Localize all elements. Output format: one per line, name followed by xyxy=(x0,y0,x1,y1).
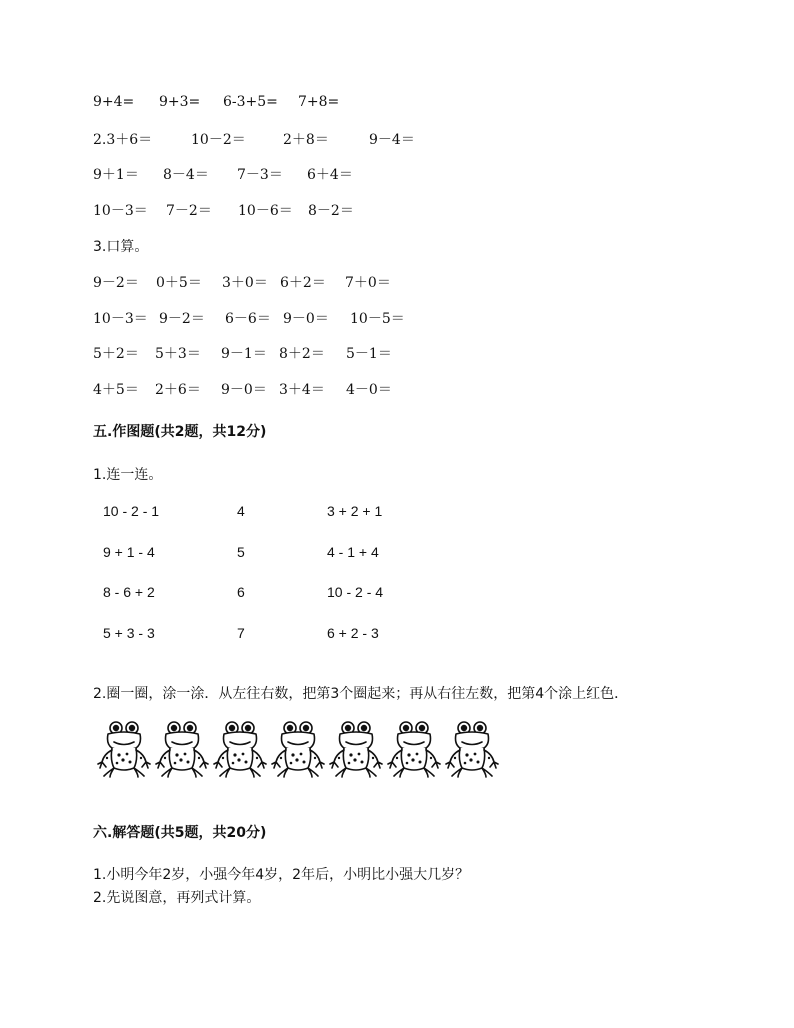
equation: 8－2＝ xyxy=(308,203,354,219)
question-text: 1.小明今年2岁，小强今年4岁，2年后，小明比小强大几岁？ xyxy=(93,867,470,883)
match-right-item: 6 + 2 - 3 xyxy=(327,625,379,641)
equation: 10－5＝ xyxy=(350,311,405,327)
equation: 7－3＝ xyxy=(237,167,283,183)
frog-icon[interactable] xyxy=(444,718,500,778)
equation: 7+8= xyxy=(298,94,340,110)
match-left-item: 9 + 1 - 4 xyxy=(103,544,155,560)
equation: 2.3＋6＝ xyxy=(93,132,153,148)
equation: 9－1＝ xyxy=(221,346,267,362)
section-title: 六.解答题(共5题，共20分) xyxy=(93,825,267,841)
equation: 10－2＝ xyxy=(191,132,246,148)
equation: 8＋2＝ xyxy=(279,346,325,362)
equation: 5－1＝ xyxy=(346,346,392,362)
frog-icon[interactable] xyxy=(270,718,326,778)
frog-icon[interactable] xyxy=(154,718,210,778)
equation: 5＋3＝ xyxy=(155,346,201,362)
equation-row xyxy=(93,343,392,363)
equation: 7＋0＝ xyxy=(345,275,391,291)
equation: 9－2＝ xyxy=(159,311,205,327)
question-text: 2.先说图意，再列式计算。 xyxy=(93,890,261,906)
equation: 5＋2＝ xyxy=(93,346,139,362)
equation-row xyxy=(93,129,415,149)
equation: 7－2＝ xyxy=(166,203,212,219)
question-label: 1.连一连。 xyxy=(93,467,163,483)
equation-row xyxy=(93,200,354,220)
match-right-item: 3 + 2 + 1 xyxy=(327,503,383,519)
match-middle-item: 6 xyxy=(237,584,245,600)
match-middle-item: 5 xyxy=(237,544,245,560)
equation: 6－6＝ xyxy=(225,311,271,327)
question-label: 2.圈一圈，涂一涂．从左往右数，把第3个圈起来；再从右往左数，把第4个涂上红色． xyxy=(93,686,629,702)
equation: 10－3＝ xyxy=(93,203,148,219)
equation: 2＋6＝ xyxy=(155,382,201,398)
equation: 4＋5＝ xyxy=(93,382,139,398)
equation: 0＋5＝ xyxy=(156,275,202,291)
equation: 9－2＝ xyxy=(93,275,139,291)
equation-row xyxy=(93,379,392,399)
equation: 10－6＝ xyxy=(238,203,293,219)
equation: 4－0＝ xyxy=(346,382,392,398)
frog-row xyxy=(96,718,504,778)
frog-icon[interactable] xyxy=(386,718,442,778)
equation: 9－0＝ xyxy=(221,382,267,398)
equation: 9－4＝ xyxy=(369,132,415,148)
match-left-item: 5 + 3 - 3 xyxy=(103,625,155,641)
equation: 9－0＝ xyxy=(283,311,329,327)
equation: 6-3+5= xyxy=(223,94,278,110)
equation: 8－4＝ xyxy=(163,167,209,183)
equation: 2＋8＝ xyxy=(283,132,329,148)
equation-row xyxy=(93,94,339,110)
match-middle-item: 4 xyxy=(237,503,245,519)
equation: 9＋1＝ xyxy=(93,167,139,183)
equation-row xyxy=(93,272,391,292)
equation: 3＋0＝ xyxy=(222,275,268,291)
match-left-item: 10 - 2 - 1 xyxy=(103,503,160,519)
match-right-item: 4 - 1 + 4 xyxy=(327,544,379,560)
equation: 3＋4＝ xyxy=(279,382,325,398)
equation: 9+3= xyxy=(159,94,201,110)
question-label: 3.口算。 xyxy=(93,239,149,255)
match-left-item: 8 - 6 + 2 xyxy=(103,584,155,600)
equation: 10－3＝ xyxy=(93,311,148,327)
equation-row xyxy=(93,308,405,328)
equation: 9+4= xyxy=(93,94,135,110)
match-right-item: 10 - 2 - 4 xyxy=(327,584,384,600)
frog-icon[interactable] xyxy=(328,718,384,778)
frog-icon[interactable] xyxy=(96,718,152,778)
frog-icon[interactable] xyxy=(212,718,268,778)
match-middle-item: 7 xyxy=(237,625,245,641)
section-title: 五.作图题(共2题，共12分) xyxy=(93,424,267,440)
equation: 6＋4＝ xyxy=(307,167,353,183)
equation: 6＋2＝ xyxy=(280,275,326,291)
equation-row xyxy=(93,164,353,184)
